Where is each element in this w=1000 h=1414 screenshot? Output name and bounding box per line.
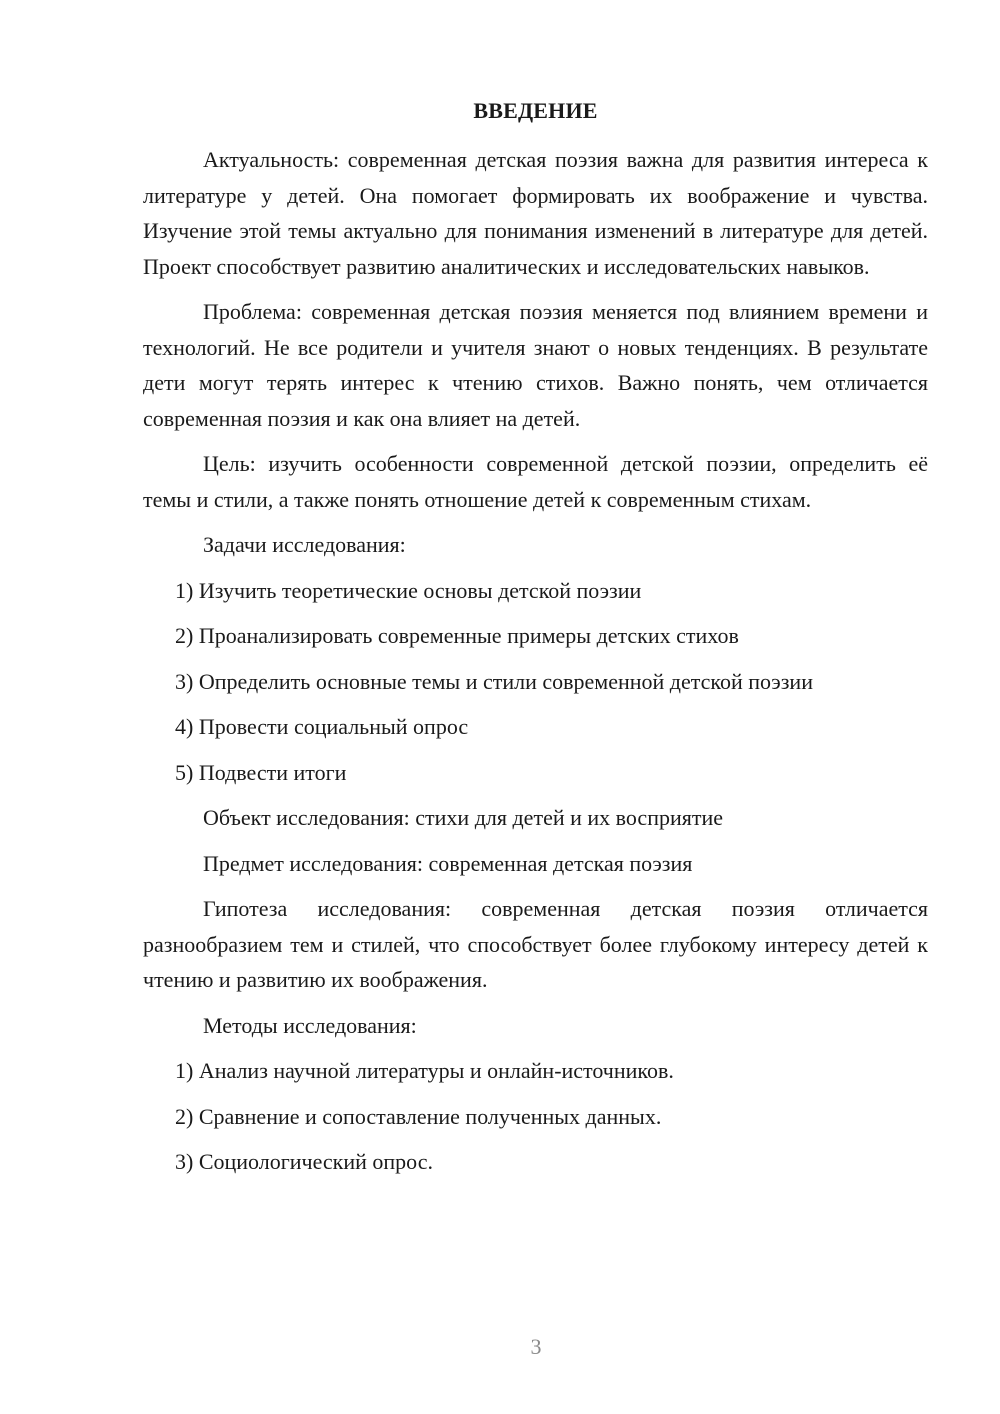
goal-paragraph: Цель: изучить особенности современной детской поэзии, определить её темы и стили, а также понять отношение детей к современным стихам. — [143, 451, 928, 512]
method-item-2: 2) Сравнение и сопоставление полученных данных. — [175, 1103, 662, 1129]
research-object: Объект исследования: стихи для детей и их восприятие — [203, 805, 724, 830]
relevance-paragraph: Актуальность: современная детская поэзия важна для развития интереса к литературе у детей. Она помогает формировать их воображение и чувства. Изучение этой темы актуально для понимания изменений в литературе для детей. Проект способствует развитию аналитических и исследовательских навыков. — [143, 147, 928, 279]
tasks-heading: Задачи исследования: — [203, 532, 406, 557]
page-number: 3 — [530, 1334, 542, 1359]
research-subject: Предмет исследования: современная детская поэзия — [203, 850, 693, 876]
task-item-3: 3) Определить основные темы и стили современной детской поэзии — [175, 668, 813, 694]
page-title: ВВЕДЕНИЕ — [473, 98, 598, 123]
methods-heading: Методы исследования: — [203, 1012, 417, 1038]
task-item-2: 2) Проанализировать современные примеры детских стихов — [175, 623, 739, 648]
task-item-5: 5) Подвести итоги — [175, 759, 347, 785]
document-page — [143, 96, 928, 1190]
task-item-4: 4) Провести социальный опрос — [175, 714, 469, 739]
method-item-1: 1) Анализ научной литературы и онлайн-источников. — [175, 1058, 674, 1083]
task-item-1: 1) Изучить теоретические основы детской поэзии — [175, 577, 642, 603]
method-item-3: 3) Социологический опрос. — [175, 1149, 433, 1174]
hypothesis-paragraph: Гипотеза исследования: современная детская поэзия отличается разнообразием тем и стилей, что способствует более глубокому интересу детей к чтению и развитию их воображения. — [143, 896, 928, 992]
problem-paragraph: Проблема: современная детская поэзия меняется под влиянием времени и технологий. Не все родители и учителя знают о новых тенденциях. В результате дети могут терять интерес к чтению стихов. Важно понять, чем отличается современная поэзия и как она влияет на детей. — [143, 299, 928, 431]
